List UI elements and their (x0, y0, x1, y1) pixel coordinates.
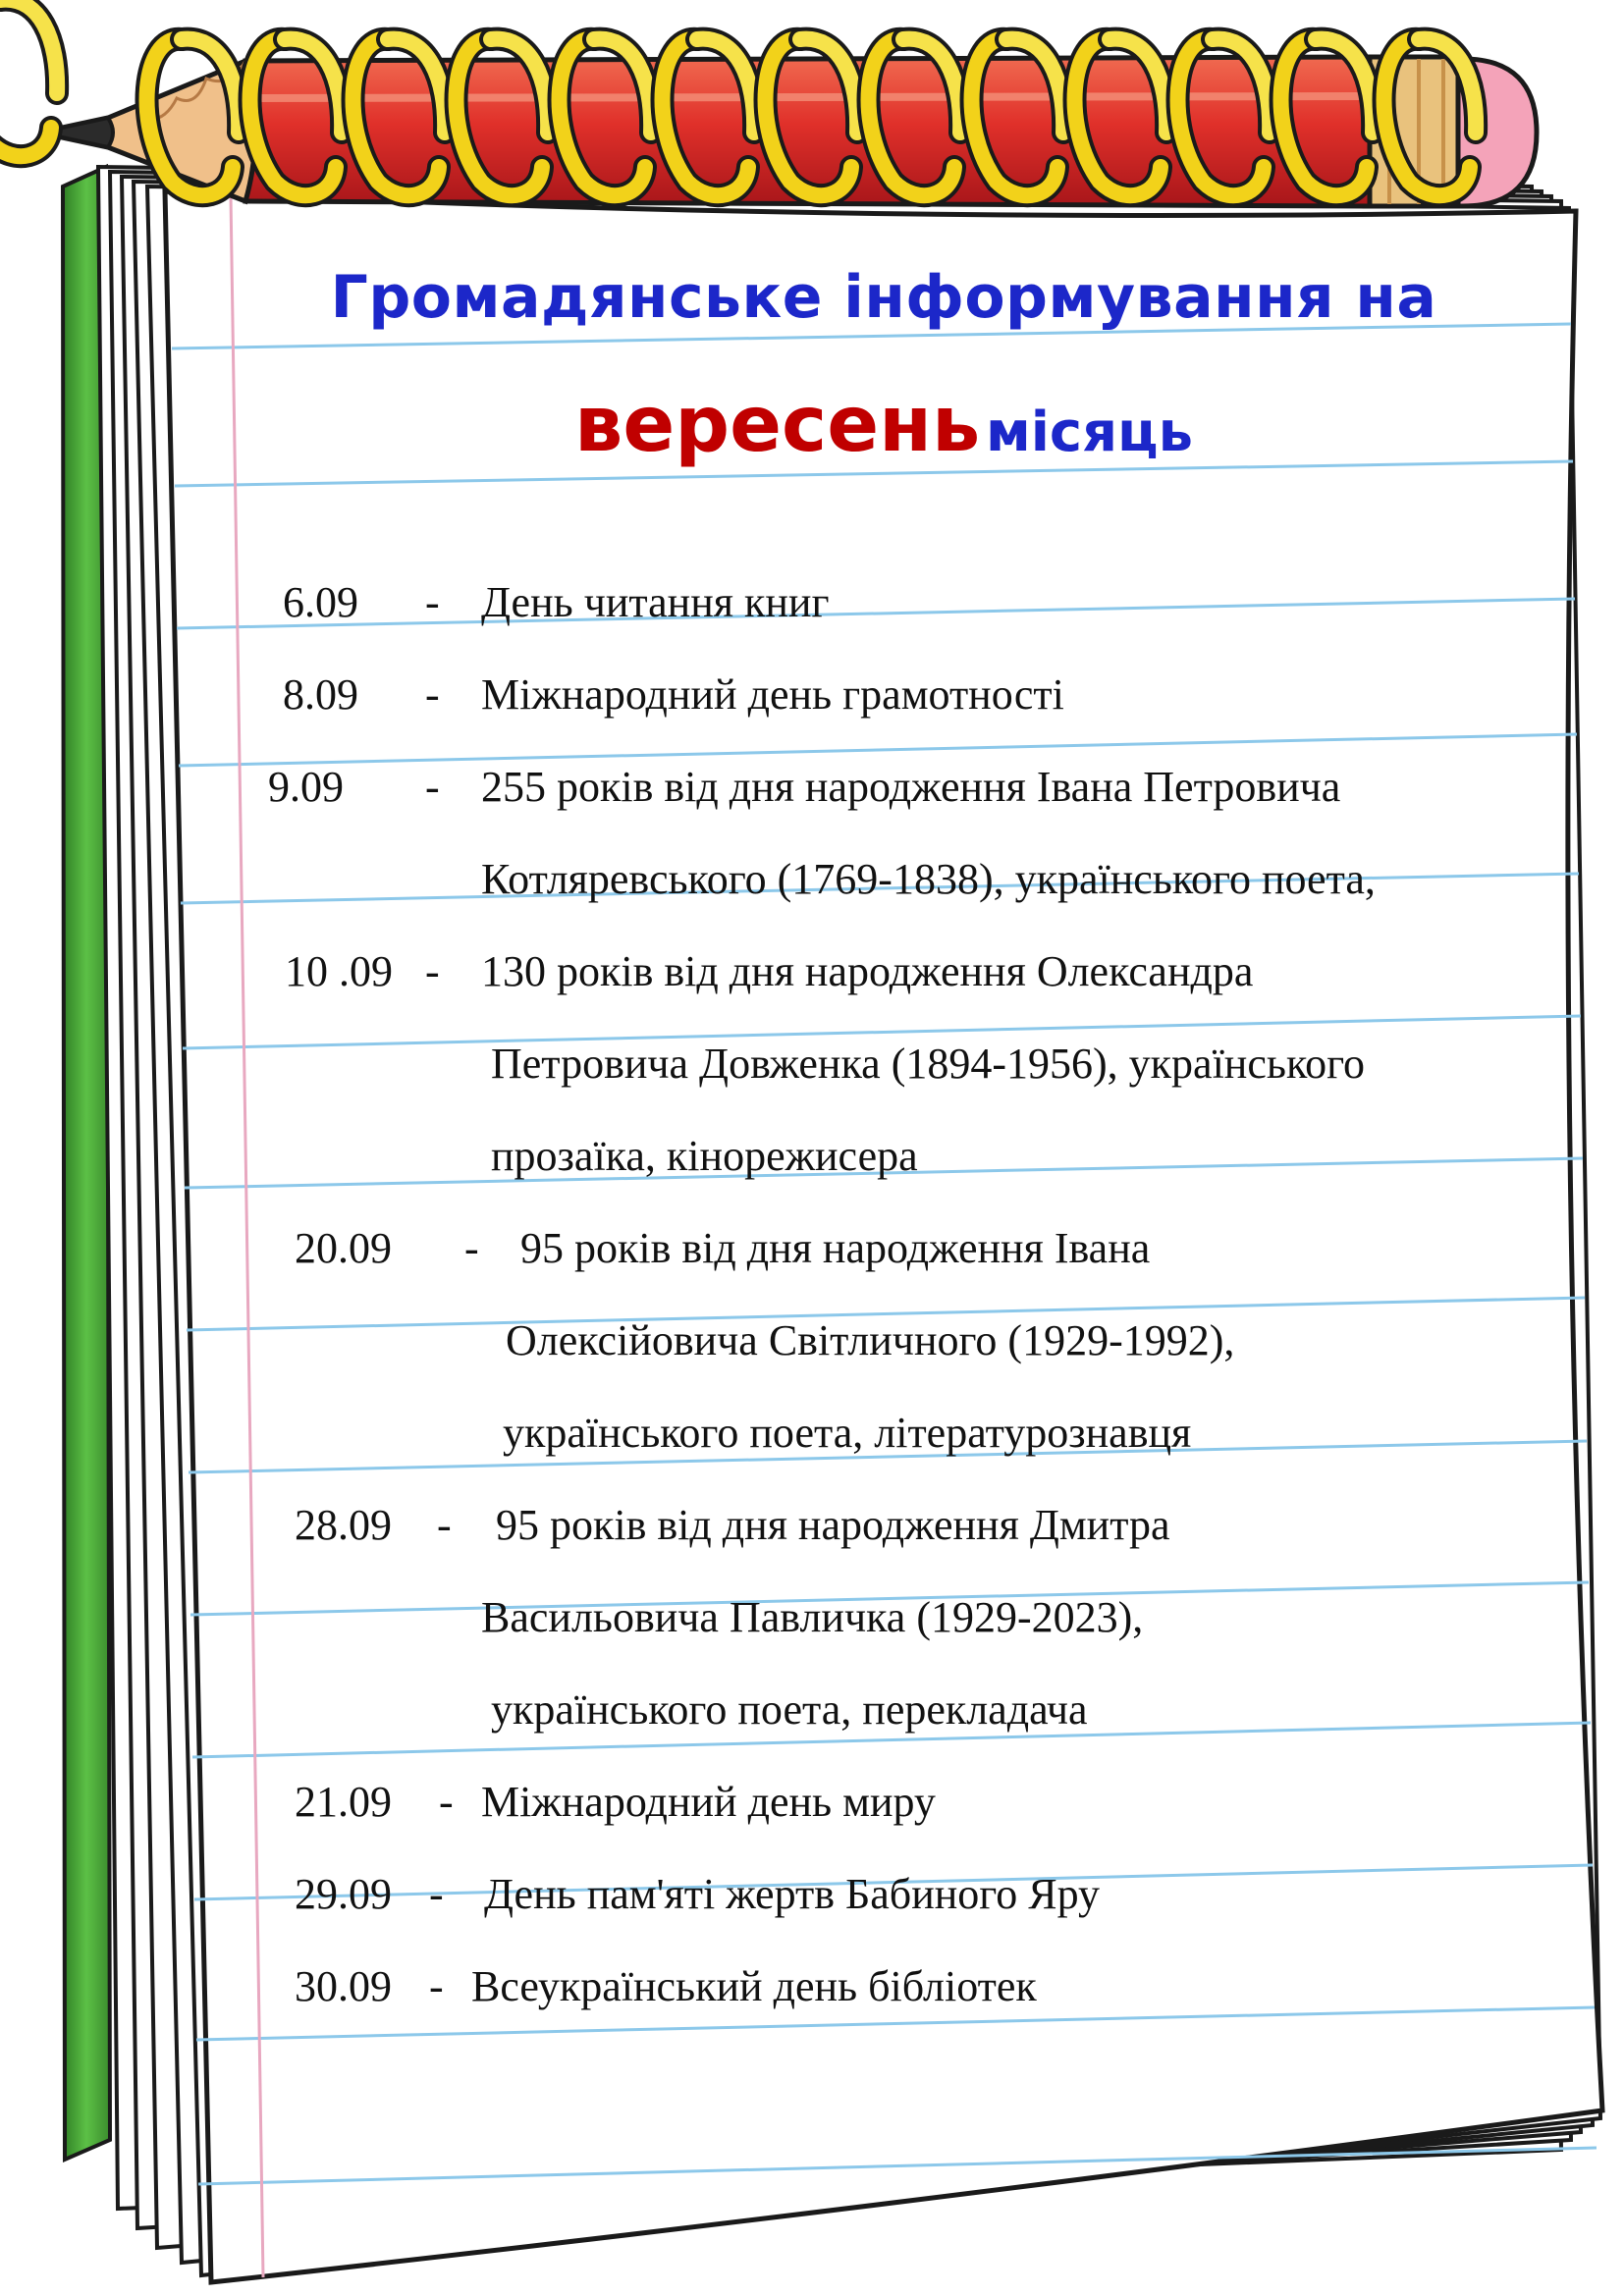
event-text: Всеукраїнський день бібліотек (471, 1962, 1037, 2010)
event-dash: - (425, 578, 440, 626)
event-dash: - (437, 1501, 452, 1549)
month-name: вересень (574, 381, 981, 469)
event-text: українського поета, літературознавця (503, 1409, 1192, 1457)
event-dash: - (429, 1870, 444, 1918)
event-text: Міжнародний день миру (481, 1778, 936, 1826)
event-dash: - (439, 1778, 454, 1826)
event-text: Котляревського (1769-1838), українського поета, (481, 855, 1376, 903)
event-date: 30.09 (295, 1962, 392, 2010)
event-text: День пам'яті жертв Бабиного Яру (484, 1870, 1100, 1918)
event-date: 20.09 (295, 1224, 392, 1272)
event-text: Олексійовича Світличного (1929-1992), (506, 1316, 1235, 1364)
event-dash: - (425, 670, 440, 719)
event-text: прозаїка, кінорежисера (491, 1132, 918, 1180)
event-dash: - (429, 1962, 444, 2010)
page-subtitle (147, 381, 1620, 469)
month-suffix: місяць (985, 400, 1193, 464)
event-date: 8.09 (283, 670, 358, 719)
event-text: Васильовича Павличка (1929-2023), (481, 1593, 1144, 1641)
page-title: Громадянське інформування на (330, 263, 1437, 332)
event-dash: - (464, 1224, 479, 1272)
event-text: Міжнародний день грамотності (481, 670, 1064, 719)
event-text: 95 років від дня народження Івана (520, 1224, 1151, 1272)
event-date: 10 .09 (285, 947, 393, 995)
event-text: українського поета, перекладача (491, 1685, 1088, 1734)
event-text: День читання книг (481, 578, 830, 626)
event-date: 6.09 (283, 578, 358, 626)
event-text: 255 років від дня народження Івана Петровича (481, 763, 1341, 811)
event-dash: - (425, 947, 440, 995)
event-text: 95 років від дня народження Дмитра (496, 1501, 1170, 1549)
event-date: 9.09 (268, 763, 344, 811)
event-text: Петровича Довженка (1894-1956), українського (491, 1040, 1366, 1088)
event-text: 130 років від дня народження Олександра (481, 947, 1254, 995)
event-date: 28.09 (295, 1501, 392, 1549)
event-date: 21.09 (295, 1778, 392, 1826)
event-date: 29.09 (295, 1870, 392, 1918)
event-dash: - (425, 763, 440, 811)
